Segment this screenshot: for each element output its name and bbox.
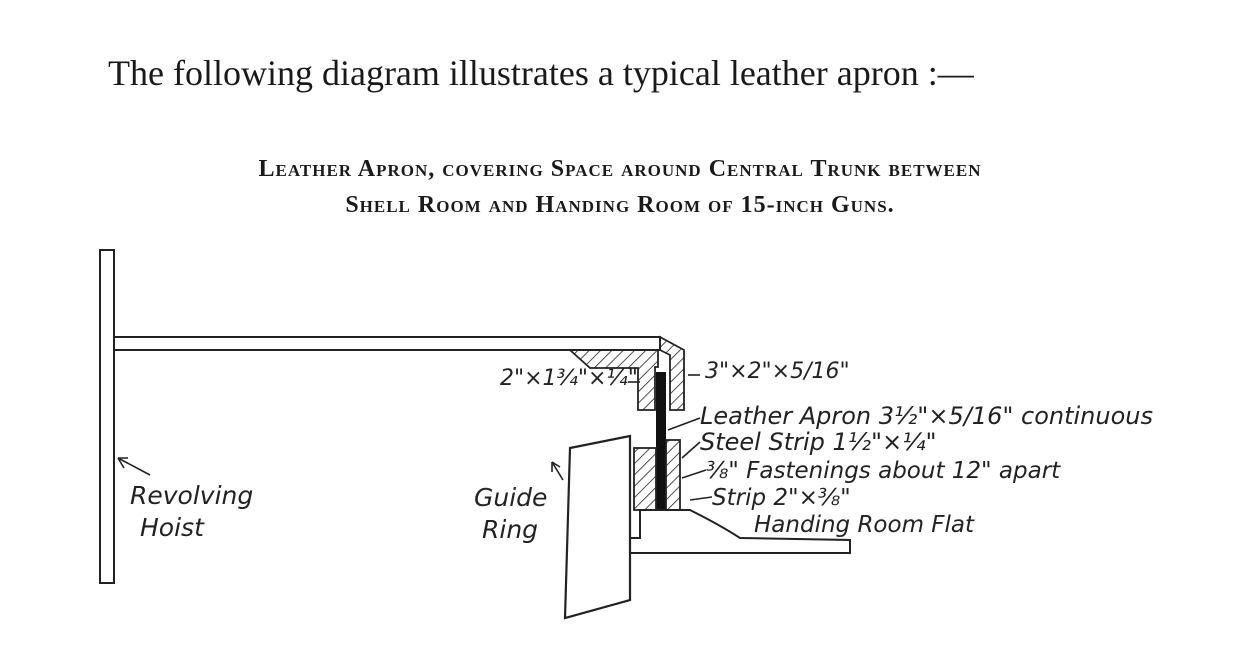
label-fastenings: ⅜" Fastenings about 12" apart [706, 458, 1061, 484]
diagram-caption-line-2: Shell Room and Handing Room of 15-inch Guns. [345, 192, 895, 218]
guide-ring [565, 436, 630, 618]
label-revolving: Revolving [130, 481, 254, 510]
label-hoist: Hoist [140, 513, 204, 542]
strip-block [666, 440, 680, 510]
label-small-angle: 2"×1¾"×¼" [500, 366, 638, 391]
label-strip: Strip 2"×⅜" [712, 485, 851, 511]
steel-strip [634, 448, 656, 510]
label-leather-apron: Leather Apron 3½"×5/16" continuous [700, 402, 1153, 430]
intro-text: The following diagram illustrates a typical leather apron :— [108, 53, 974, 93]
leather-apron [656, 372, 666, 512]
label-large-angle: 3"×2"×5/16" [705, 359, 850, 384]
shell-room-deck-plate [114, 337, 660, 350]
revolving-hoist-plate [100, 250, 114, 583]
label-guide: Guide [474, 483, 548, 512]
label-ring: Ring [482, 515, 539, 544]
diagram-caption-line-1: Leather Apron, covering Space around Central Trunk between [258, 156, 982, 182]
label-handing-room-flat: Handing Room Flat [754, 512, 975, 538]
label-steel-strip: Steel Strip 1½"×¼" [700, 428, 937, 456]
